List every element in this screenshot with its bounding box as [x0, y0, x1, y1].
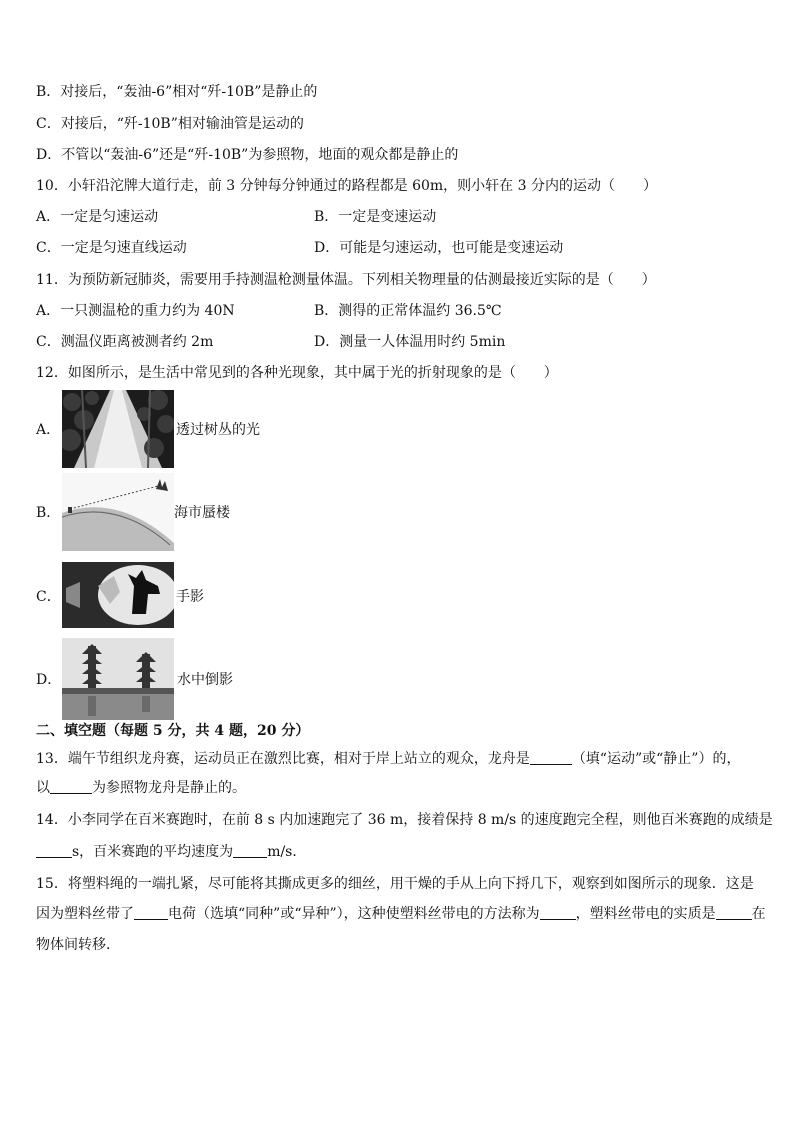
q12-option-b-text: 海市蜃楼 — [174, 505, 230, 521]
water-reflection-image — [62, 638, 174, 720]
q15-blank-3[interactable] — [716, 905, 752, 920]
q14-line-2 — [36, 842, 306, 862]
q13-text-2: （填“运动”或“静止”）的， — [571, 751, 741, 767]
q13-line-1 — [36, 749, 740, 769]
q15-text-3: 电荷（选填“同种”或“异种”），这种使塑料丝带电的方法称为 — [168, 906, 540, 922]
tree-light-image — [62, 390, 174, 468]
section-heading: 二、填空题（每题 5 分，共 4 题，20 分） — [36, 723, 310, 739]
q15-line-1: 15．将塑料绳的一端扎紧，尽可能将其撕成更多的细丝，用干燥的手从上向下捋几下，观察到如图所示的现象．这是 — [36, 876, 754, 892]
q13-text-3: 以 — [36, 780, 50, 796]
q11-option-a: A．一只测温枪的重力约为 40N — [36, 303, 235, 319]
q11-option-c: C．测温仪距离被测者约 2m — [36, 334, 214, 350]
q15-blank-1[interactable] — [134, 905, 168, 920]
q13-text-4: 为参照物龙舟是静止的。 — [92, 780, 246, 796]
q13-blank-2[interactable] — [50, 779, 92, 794]
mirage-image — [62, 473, 174, 551]
q13-blank-1[interactable] — [530, 750, 572, 765]
q10-option-d: D．可能是匀速运动，也可能是变速运动 — [314, 240, 564, 256]
q13-line-2 — [36, 778, 246, 798]
q12-option-d-letter: D． — [36, 672, 62, 688]
q12-option-d-text: 水中倒影 — [177, 672, 233, 688]
q9-option-d: D．不管以“轰油-6”还是“歼-10B”为参照物，地面的观众都是静止的 — [36, 147, 459, 163]
q14-text-2: s，百米赛跑的平均速度为 — [72, 844, 234, 860]
hand-shadow-image — [62, 562, 174, 628]
q12-option-c-letter: C． — [36, 589, 61, 605]
q14-text-3: m/s． — [267, 844, 307, 860]
q11-option-b: B．测得的正常体温约 36.5℃ — [314, 303, 502, 319]
q15-line-2 — [36, 904, 766, 924]
q15-blank-2[interactable] — [540, 905, 576, 920]
q10-stem: 10．小轩沿沱牌大道行走，前 3 分钟每分钟通过的路程都是 60m，则小轩在 3 分内的运动（ ） — [36, 178, 657, 194]
q10-option-c: C．一定是匀速直线运动 — [36, 240, 187, 256]
q9-option-c: C．对接后，“歼-10B”相对输油管是运动的 — [36, 116, 304, 132]
q9-option-b: B．对接后，“轰油-6”相对“歼-10B”是静止的 — [36, 84, 318, 100]
q12-option-c-text: 手影 — [176, 589, 204, 605]
q14-line-1: 14．小李同学在百米赛跑时，在前 8 s 内加速跑完了 36 m，接着保持 8 m/s 的速度跑完全程，则他百米赛跑的成绩是 — [36, 812, 773, 828]
q10-option-a: A．一定是匀速运动 — [36, 209, 159, 225]
q14-blank-1[interactable] — [36, 843, 72, 858]
q12-stem: 12．如图所示，是生活中常见到的各种光现象，其中属于光的折射现象的是（ ） — [36, 365, 558, 381]
q15-text-5: 在 — [751, 906, 766, 922]
q12-option-a-text: 透过树丛的光 — [176, 422, 260, 438]
q15-text-4: ，塑料丝带电的实质是 — [575, 906, 716, 922]
q13-text-1: 13．端午节组织龙舟赛，运动员正在激烈比赛，相对于岸上站立的观众，龙舟是 — [36, 751, 530, 767]
q10-option-b: B．一定是变速运动 — [314, 209, 437, 225]
q14-blank-2[interactable] — [233, 843, 267, 858]
q15-text-2: 因为塑料丝带了 — [36, 906, 134, 922]
q11-option-d: D．测量一人体温用时约 5min — [314, 334, 506, 350]
q15-line-3: 物体间转移． — [36, 937, 120, 953]
q12-option-a-letter: A． — [36, 422, 61, 438]
q11-stem: 11．为预防新冠肺炎，需要用手持测温枪测量体温。下列相关物理量的估测最接近实际的是（ ） — [36, 272, 656, 288]
q12-option-b-letter: B． — [36, 505, 61, 521]
